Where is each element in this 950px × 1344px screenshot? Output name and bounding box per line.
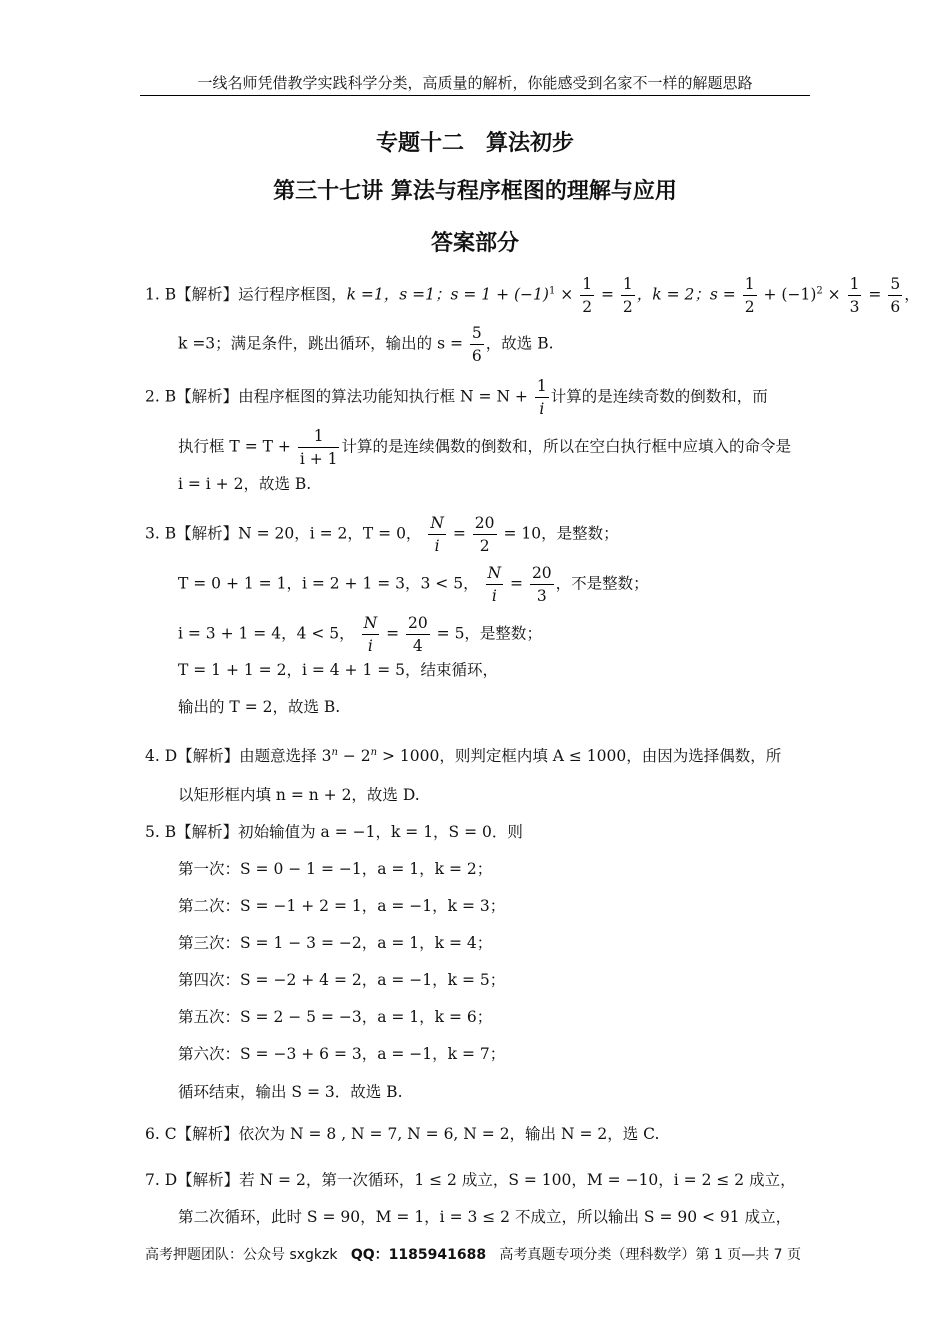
header-rule xyxy=(140,95,810,96)
fraction: $\frac{1}{2}$ xyxy=(744,275,755,316)
lecture-title: 第三十七讲 算法与程序框图的理解与应用 xyxy=(273,179,677,204)
fraction: $\frac{20}{3}$ xyxy=(531,564,552,605)
q1-line2: k =3；满足条件，跳出循环，输出的 s = $\frac{5}{6}$ ，故选 B. xyxy=(178,324,554,365)
q4-line1: 4. D【解析】由题意选择 $3^n - 2^n > 1000$，则判定框内填 A ≤ 1000，由因为选择偶数，所 xyxy=(145,747,782,766)
q5-end: 循环结束，输出 S = 3．故选 B. xyxy=(178,1083,403,1101)
footer-series: 高考真题专项分类（理科数学）第 1 页—共 7 页 xyxy=(499,1247,802,1263)
fraction: $\frac{1}{i}$ xyxy=(536,377,547,418)
q7-line2: 第二次循环，此时 S = 90，M = 1，i = 3 ≤ 2 不成立，所以输出 S = 90 < 91 成立， xyxy=(178,1208,792,1226)
fraction: $\frac{1}{3}$ xyxy=(849,275,860,316)
q5-step: 第五次：S = 2 − 5 = −3，a = 1，k = 6； xyxy=(178,1008,493,1026)
page-footer xyxy=(145,1244,801,1264)
fraction: $\frac{5}{6}$ xyxy=(890,275,901,316)
page-header-tagline: 一线名师凭借教学实践科学分类，高质量的解析，你能感受到名家不一样的解题思路 xyxy=(197,74,753,92)
q2-line3: i = i + 2，故选 B. xyxy=(178,475,312,493)
fraction: $\frac{20}{2}$ xyxy=(474,514,495,555)
q6-line: 6. C【解析】依次为 N = 8 , N = 7, N = 6, N = 2，输出 N = 2，选 C. xyxy=(145,1125,660,1143)
q7-line1: 7. D【解析】若 N = 2，第一次循环，1 ≤ 2 成立，S = 100，M = −10，i = 2 ≤ 2 成立， xyxy=(145,1171,796,1189)
q3-line5: 输出的 T = 2，故选 B. xyxy=(178,698,341,716)
fraction: $\frac{5}{6}$ xyxy=(471,324,482,365)
q3-line4: T = 1 + 1 = 2，i = 4 + 1 = 5，结束循环， xyxy=(178,661,499,679)
q2-line2: 执行框 T = T + $\frac{1}{i + 1}$ 计算的是连续偶数的倒数和，所以在空白执行框中应填入的命令是 xyxy=(178,427,791,468)
q4-line2: 以矩形框内填 n = n + 2，故选 D. xyxy=(178,786,420,804)
q5-step: 第六次：S = −3 + 6 = 3，a = −1，k = 7； xyxy=(178,1045,506,1063)
q5-step: 第二次：S = −1 + 2 = 1，a = −1，k = 3； xyxy=(178,897,506,915)
fraction: $\frac{1}{i + 1}$ xyxy=(299,427,338,468)
fraction: $\frac{N}{i}$ xyxy=(487,564,502,605)
fraction: $\frac{1}{2}$ xyxy=(582,275,593,316)
q3-line3: i = 3 + 1 = 4，4 < 5， $\frac{N}{i}$ = $\frac{20}{4}$ = 5，是整数； xyxy=(178,614,542,655)
footer-team: 高考押题团队：公众号 sxgkzk xyxy=(145,1247,338,1263)
section-title: 答案部分 xyxy=(430,231,519,256)
fraction: $\frac{N}{i}$ xyxy=(430,514,444,555)
footer-qq: QQ：1185941688 xyxy=(350,1247,487,1263)
topic-title: 专题十二 算法初步 xyxy=(375,131,574,156)
q5-intro: 5. B【解析】初始输值为 a = −1，k = 1，S = 0．则 xyxy=(145,823,523,841)
q5-step: 第一次：S = 0 − 1 = −1，a = 1，k = 2； xyxy=(178,860,493,878)
fraction: $\frac{1}{2}$ xyxy=(622,275,633,316)
fraction: $\frac{20}{4}$ xyxy=(408,614,428,655)
q2-line1: 2. B【解析】由程序框图的算法功能知执行框 N = N + $\frac{1}{i}$ 计算的是连续奇数的倒数和，而 xyxy=(145,377,768,418)
q3-line2: T = 0 + 1 = 1，i = 2 + 1 = 3，3 < 5， $\frac{N}{i}$ = $\frac{20}{3}$ ，不是整数； xyxy=(178,564,649,605)
q5-step: 第四次：S = −2 + 4 = 2，a = −1，k = 5； xyxy=(178,971,506,989)
q3-line1: 3. B【解析】N = 20，i = 2，T = 0， $\frac{N}{i}$ = $\frac{20}{2}$ = 10，是整数； xyxy=(145,514,619,555)
fraction: $\frac{N}{i}$ xyxy=(363,614,378,655)
q1-line1: 1. B【解析】运行程序框图，k =1，s =1；$s = 1 + (-1)^1$ × $\frac{1}{2}$ = $\frac{1}{2}$ ，k = 2；s = $\frac{1}{2}$ + $(-1)^2$ × $\frac{1}{3}$ = $\frac{5}{6}$ ， xyxy=(145,275,920,316)
q5-step: 第三次：S = 1 − 3 = −2，a = 1，k = 4； xyxy=(178,934,493,952)
